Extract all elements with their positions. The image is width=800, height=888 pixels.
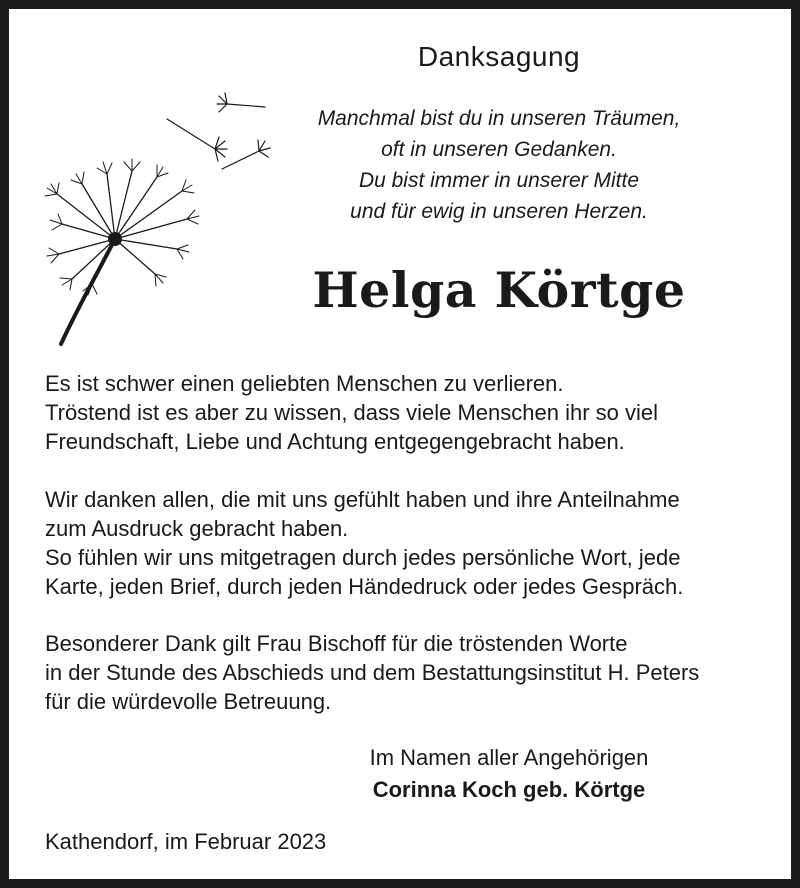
text-line: für die würdevolle Betreuung. xyxy=(45,689,332,714)
text-line: So fühlen wir uns mitgetragen durch jedes persönliche Wort, jede xyxy=(45,545,681,570)
poem-line: und für ewig in unseren Herzen. xyxy=(350,200,648,223)
text-line: Besonderer Dank gilt Frau Bischoff für die tröstenden Worte xyxy=(45,631,628,656)
text-line: Karte, jeden Brief, durch jeden Händedruck oder jedes Gespräch. xyxy=(45,574,684,599)
text-line: Tröstend ist es aber zu wissen, dass viele Menschen ihr so viel xyxy=(45,400,659,425)
poem-line: Du bist immer in unserer Mitte xyxy=(358,169,640,192)
text-line: Freundschaft, Liebe und Achtung entgegengebracht haben. xyxy=(45,429,625,454)
dandelion-icon xyxy=(37,89,277,349)
text-line: zum Ausdruck gebracht haben. xyxy=(45,516,349,541)
signature-block xyxy=(309,742,709,806)
signature-intro: Im Namen aller Angehörigen xyxy=(369,745,649,770)
poem xyxy=(264,103,734,227)
paragraph-3 xyxy=(45,629,785,716)
place-date: Kathendorf, im Februar 2023 xyxy=(45,829,327,854)
text-line: Wir danken allen, die mit uns gefühlt haben und ihre Anteilnahme xyxy=(45,487,680,512)
poem-line: oft in unseren Gedanken. xyxy=(381,138,617,161)
paragraph-2 xyxy=(45,485,785,601)
paragraph-1 xyxy=(45,369,785,456)
text-line: in der Stunde des Abschieds und dem Bestattungsinstitut H. Peters xyxy=(45,660,700,685)
deceased-name: Helga Körtge xyxy=(312,261,686,319)
text-line: Es ist schwer einen geliebten Menschen zu verlieren. xyxy=(45,371,564,396)
notice-heading: Danksagung xyxy=(417,41,581,72)
signer-name: Corinna Koch geb. Körtge xyxy=(372,777,646,802)
poem-line: Manchmal bist du in unseren Träumen, xyxy=(317,107,681,130)
